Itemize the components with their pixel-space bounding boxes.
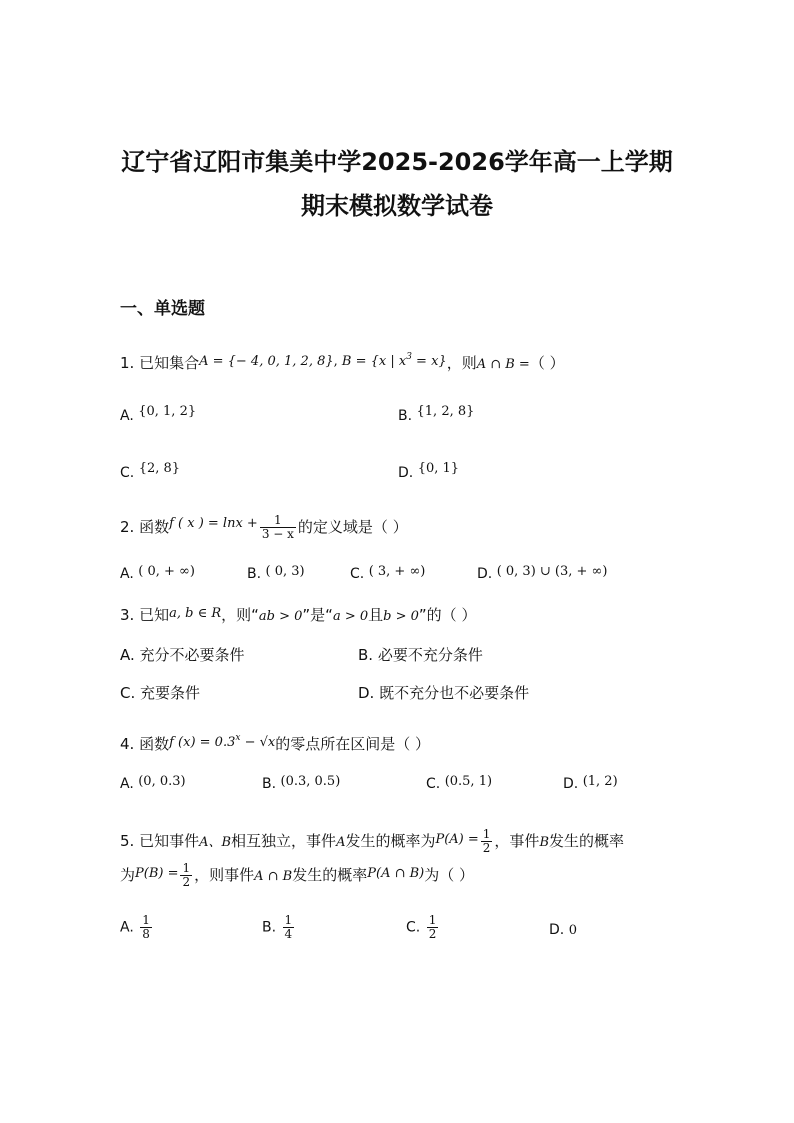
option-value: ( 0, 3) ∪ (3, + ∞): [496, 564, 608, 579]
q5-half-b: [180, 862, 192, 889]
option-label: A.: [120, 566, 134, 582]
q3-vars: a, b ∈ R: [169, 606, 222, 621]
option-value: 0: [568, 923, 577, 938]
option-value: 充要条件: [140, 684, 201, 702]
option-value: ( 3, + ∞): [368, 564, 426, 579]
option-label: D.: [549, 922, 565, 938]
q5-text: ，事件: [494, 832, 540, 851]
fraction-numerator: 1: [428, 913, 437, 927]
q3-option-c[interactable]: [120, 682, 200, 703]
option-label: B.: [262, 919, 277, 936]
q5-option-a[interactable]: [120, 914, 154, 941]
q5-option-b[interactable]: [262, 914, 296, 941]
q5-option-d[interactable]: [549, 922, 577, 938]
option-value: (0.5, 1): [444, 774, 493, 789]
option-value: (1, 2): [582, 774, 618, 789]
q3-option-d[interactable]: [358, 682, 529, 703]
question-5-line-1: [120, 828, 624, 855]
fraction-numerator: 1: [260, 514, 296, 528]
q5-text: 发生的概率: [292, 866, 368, 885]
q4-func-exp: x: [235, 733, 241, 743]
q3-stem-end: ”的（ ）: [418, 606, 477, 624]
q3-cond2a: a > 0: [332, 609, 369, 624]
q5-text: 为（ ）: [424, 866, 475, 885]
question-2: [120, 514, 408, 541]
option-value: ( 0, 3): [265, 564, 305, 579]
option-value: {0, 1, 2}: [138, 404, 197, 419]
q3-cond2b: b > 0: [383, 609, 419, 624]
option-label: A.: [120, 776, 134, 792]
q4-func-a: f (x) = 0.3: [169, 735, 236, 750]
q1-set-b-end: = x}: [411, 354, 447, 369]
q4-stem-end: 的零点所在区间是（ ）: [275, 735, 430, 753]
question-5-line-2: [120, 862, 474, 889]
option-label: A.: [120, 408, 134, 424]
option-label: D.: [477, 566, 493, 582]
option-value: 既不充分也不必要条件: [379, 684, 530, 702]
q3-stem-mid1: ，则“: [221, 606, 259, 624]
q2-fraction: [260, 514, 296, 541]
q1-set-b: B = {x | x: [341, 354, 407, 369]
q1-set-a: A = {− 4, 0, 1, 2, 8}: [199, 354, 334, 369]
option-fraction: [140, 914, 152, 941]
option-fraction: [283, 914, 295, 941]
q5-option-c[interactable]: [406, 914, 440, 941]
q5-event-b: B: [539, 835, 549, 851]
q5-panb: P(A ∩ B): [367, 866, 425, 882]
option-value: 必要不充分条件: [377, 646, 483, 664]
page-subtitle: 期末模拟数学试卷: [301, 192, 493, 220]
option-value: ( 0, + ∞): [138, 564, 195, 579]
option-value: {1, 2, 8}: [416, 404, 475, 419]
section-heading: 一、单选题: [120, 299, 205, 319]
q2-option-d[interactable]: [477, 566, 607, 582]
option-label: B.: [358, 646, 374, 664]
q5-text: 5. 已知事件: [120, 832, 200, 851]
option-label: C.: [426, 776, 441, 792]
q1-expr: A ∩ B =: [476, 357, 530, 372]
fraction-denominator: 2: [482, 841, 491, 856]
q4-func-b: − √x: [240, 735, 276, 750]
option-value: {0, 1}: [417, 461, 460, 476]
q1-stem-mid: ，则: [446, 354, 477, 372]
fraction-denominator: 4: [284, 927, 293, 942]
question-3: [120, 604, 476, 625]
question-1: 1. 已知集合A = {− 4, 0, 1, 2, 8}, B = {x | $x^3 = x$}，则A ∩ B =（ ）: [120, 352, 565, 372]
option-label: D.: [563, 776, 579, 792]
q5-events: A、B: [199, 835, 232, 851]
q2-stem-pre: 2. 函数: [120, 518, 170, 537]
option-label: C.: [406, 919, 421, 936]
q5-pa: P(A) =: [435, 832, 479, 848]
q5-event-intersection: A ∩ B: [254, 869, 293, 885]
q5-text: ，则事件: [194, 866, 255, 885]
q2-func: f ( x ) = lnx +: [169, 516, 258, 532]
q2-option-a[interactable]: [120, 566, 195, 582]
q5-text: 发生的概率为: [345, 832, 436, 851]
fraction-numerator: 1: [142, 913, 150, 927]
q3-stem-pre: 3. 已知: [120, 606, 170, 624]
option-label: B.: [398, 408, 413, 424]
q1-option-c[interactable]: [120, 461, 181, 481]
q3-cond1: ab > 0: [258, 609, 303, 624]
q5-event-a: A: [336, 835, 346, 851]
q3-option-a[interactable]: [120, 644, 245, 665]
q4-stem-pre: 4. 函数: [120, 735, 170, 753]
q5-text: 发生的概率: [549, 832, 625, 851]
fraction-denominator: 2: [182, 875, 191, 890]
option-label: C.: [120, 684, 136, 702]
option-label: C.: [120, 465, 135, 481]
option-label: A.: [120, 646, 135, 664]
option-value: 充分不必要条件: [139, 646, 245, 664]
q2-option-c[interactable]: [350, 566, 425, 582]
q3-stem-mid2: ”是“: [302, 606, 333, 624]
q4-option-d[interactable]: [563, 776, 618, 792]
q1-set-b-exp: 3: [406, 352, 412, 362]
q3-stem-and: 且: [368, 606, 384, 624]
q3-option-b[interactable]: [358, 644, 483, 665]
option-label: D.: [358, 684, 375, 702]
q1-stem-pre: 1. 已知集合: [120, 354, 200, 372]
question-4: [120, 733, 430, 754]
q2-option-b[interactable]: [247, 566, 305, 582]
q2-stem-end: 的定义域是（ ）: [297, 518, 408, 537]
q4-option-b[interactable]: [262, 776, 340, 792]
fraction-numerator: 1: [482, 827, 491, 841]
fraction-denominator: 2: [428, 927, 437, 942]
fraction-numerator: 1: [182, 861, 191, 875]
q1-option-a[interactable]: [120, 404, 197, 424]
option-label: C.: [350, 566, 365, 582]
option-label: B.: [247, 566, 262, 582]
q5-half-a: [481, 828, 493, 855]
q4-option-a[interactable]: [120, 776, 186, 792]
option-label: A.: [120, 919, 134, 936]
option-fraction: [427, 914, 439, 941]
q5-text: 相互独立，事件: [231, 832, 337, 851]
option-label: B.: [262, 776, 277, 792]
q1-option-d[interactable]: [398, 461, 460, 481]
fraction-denominator: 3 − x: [261, 527, 294, 542]
option-label: D.: [398, 465, 414, 481]
fraction-denominator: 8: [142, 927, 150, 942]
option-value: {2, 8}: [138, 461, 181, 476]
option-value: (0, 0.3): [138, 774, 186, 789]
page-title: 辽宁省辽阳市集美中学2025-2026学年高一上学期: [121, 148, 673, 176]
q1-stem-end: （ ）: [529, 354, 565, 372]
q1-option-b[interactable]: [398, 404, 475, 424]
q5-text: 为: [120, 866, 136, 885]
fraction-numerator: 1: [284, 913, 293, 927]
q5-pb: P(B) =: [135, 866, 179, 882]
option-value: (0.3, 0.5): [280, 774, 341, 789]
q4-option-c[interactable]: [426, 776, 492, 792]
